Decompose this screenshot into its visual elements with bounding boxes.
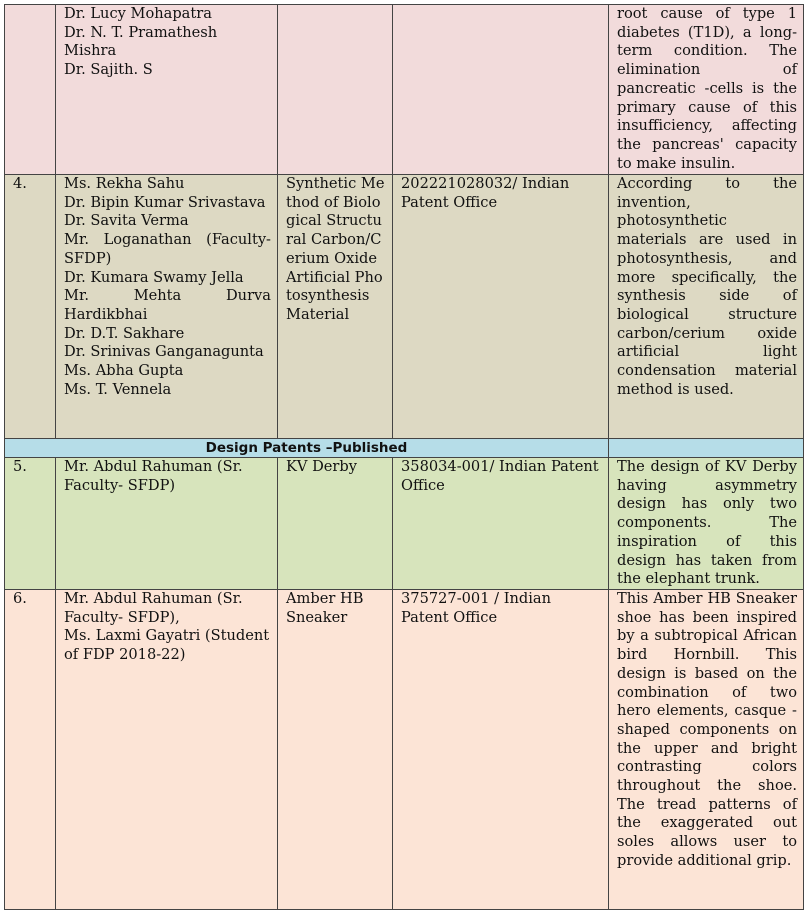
application-number-cell: 375727-001 / Indian Patent Office [393,590,609,910]
inventors-cell [56,458,278,590]
inventor-name: Dr. D.T. Sakhare [64,324,185,342]
inventor-name: Ms. Laxmi Gayatri (Student of FDP 2018-22) [64,627,270,664]
serial-cell: 6. [5,590,56,910]
title-cell: KV Derby [278,458,393,590]
section-heading: Design Patents –Published [5,439,609,458]
section-heading-row [5,439,804,458]
inventor-name: Ms. T. Vennela [64,380,172,398]
inventor-name: Dr. Lucy Mohapatra [64,5,212,22]
table-row [5,590,804,910]
inventor-name: Mr. Loganathan (Faculty-SFDP) [64,231,271,267]
inventor-name: Mr. Abdul Rahuman (Sr. Faculty- SFDP), [64,590,243,626]
inventor-name: Ms. Abha Gupta [64,362,184,380]
abstract-cell: This Amber HB Sneaker shoe has been inspired by a subtropical African bird Hornbill. This design is based on the combination of two hero elements, casque -shaped components on the upper and bright contrasting colors throughout the shoe. The tread patterns of the exaggerated out soles allows user to provide additional grip. [609,590,804,910]
patents-table [4,4,804,910]
inventors-cell [56,5,278,175]
section-heading-empty-cell [609,439,804,458]
abstract-cell: According to the invention, photosynthetic materials are used in photosynthesis, and more specifically, the synthesis side of biological structure carbon/cerium oxide artificial light condensation material method is used. [609,175,804,439]
application-number-cell [393,5,609,175]
abstract-cell: The design of KV Derby having asymmetry design has only two components. The inspiration of this design has taken from the elephant trunk. [609,458,804,590]
inventor-name: Dr. Bipin Kumar Srivastava [64,193,266,211]
inventor-name: Mr. Abdul Rahuman (Sr. Faculty- SFDP) [64,458,243,494]
abstract-cell: root cause of type 1 diabetes (T1D), a long-term condition. The elimination of pancreatic -cells is the primary cause of this insufficiency, affecting the pancreas' capacity to make insulin. [609,5,804,175]
inventor-name: Dr. N. T. Pramathesh Mishra [64,23,218,60]
serial-cell: 4. [5,175,56,439]
inventor-name: Dr. Sajith. S [64,61,153,79]
table-row [5,5,804,175]
application-number-cell: 202221028032/ Indian Patent Office [393,175,609,439]
serial-cell: 5. [5,458,56,590]
inventors-cell [56,175,278,439]
inventor-name: Mr. Mehta Durva Hardikbhai [64,287,271,323]
title-cell: Amber HB Sneaker [278,590,393,910]
inventors-cell [56,590,278,910]
application-number-cell: 358034-001/ Indian Patent Office [393,458,609,590]
inventor-name: Dr. Kumara Swamy Jella [64,268,244,286]
inventor-name: Dr. Savita Verma [64,212,189,230]
table-row [5,458,804,590]
table-row [5,175,804,439]
title-cell [278,5,393,175]
inventor-name: Dr. Srinivas Ganganagunta [64,343,264,361]
inventor-name: Ms. Rekha Sahu [64,175,185,192]
title-cell: Synthetic Method of Biological Structural Carbon/Cerium Oxide Artificial Photosynthesis Material [278,175,393,439]
serial-cell [5,5,56,175]
